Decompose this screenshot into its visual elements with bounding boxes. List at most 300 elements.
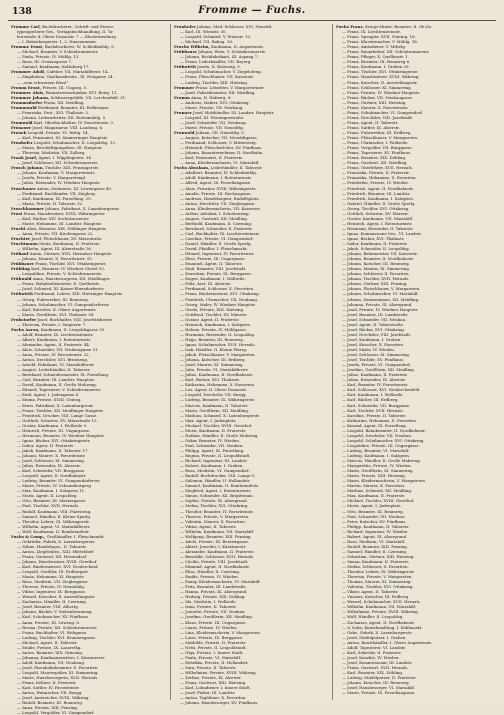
entry-text: — Johann, Schlosser, X. Favoriten. <box>342 271 410 277</box>
entry-text: — Anna, Private, III. Löweng. 8. <box>17 619 81 625</box>
entry-text: — Anton, Ziegeleibes., XIII. Hütteldorf. <box>17 548 95 554</box>
entry-text: — Anton, Hutmacher, VII. Burgg. <box>17 690 83 696</box>
entry-text: — Sebastian, Gärtner, XIII. Hietzing. <box>342 553 415 559</box>
entry-text: — Heinrich, Agent, I. Rotenturmstr. <box>342 220 413 226</box>
entry-text: Anton, Gärtner, XVII. Hernalser Hauptstr. <box>29 251 113 257</box>
entry-text: — Josef, Drechsler, VIII. Josefstadt. <box>342 331 412 337</box>
entry-text: — Johanna, Private, IX. Alsergrund. <box>342 301 413 307</box>
entry-text: — Franz, Kellner, II. Praterstr. <box>17 680 77 686</box>
entry-text: — Theodor, Lehrer, IX. Währingerstr. <box>17 518 90 524</box>
entry-text: — Leopold, Greißler, III. Erdbergstr. <box>17 569 89 575</box>
entry-text: — Elias, Händler, II. Czerning. <box>180 569 241 575</box>
entry-text: — Söhne, Handelsges., II. Taborstr. <box>17 543 87 549</box>
entry-text: — Viktor, Ingenieur, IX. Berggasse. <box>17 589 87 595</box>
entry-text: — Josefine, Greißlerin, XII. Meidling. <box>180 614 254 620</box>
entry-text: — Andreas, Hafner, XVI. Ottakring. <box>180 99 250 105</box>
entry-text: — Fritz, Beamter, III. Landstraße. <box>180 584 247 590</box>
entry-text: — Marie, Private, IV. Schaumburgerg. <box>17 483 93 489</box>
entry-text: — Gebr., Fabrik, X. Laxenburgerstr. <box>342 629 413 635</box>
entry-text: — Carl, Beamter, III. Landstr. Hauptstr. <box>17 377 95 383</box>
entry-name: Fronek <box>11 129 27 135</box>
entry-text: — Ferdinand, Buchbinder, VII. Zieglerg. <box>17 190 97 196</box>
entry-name: Frommer Adolf, <box>11 69 46 75</box>
entry-text: — Helene, Private, IV. Mühlgasse. <box>180 326 247 332</box>
entry-text: — Isidor, Agent, II. Praterstr. <box>17 442 75 448</box>
entry-text: — Josef, Kutscher, X. Favoriten. <box>342 341 405 347</box>
entry-text: — Isak, Händler, II. Kleine Pfarrg. <box>180 347 248 352</box>
entry-text: — Marie, Private, VII. Neubaug. <box>180 104 244 110</box>
entry-text: — Maria, Greißlerin, XII. Meidling. <box>180 407 250 413</box>
entry-text: — Josef, Maurer, XI. Simmering. <box>180 362 244 368</box>
entry-text: — Theresia, Private, I. Singerstr. 7. <box>17 321 87 327</box>
entry-text: — Franz, Fleischhauer, VII. Kaiserstr. <box>180 74 254 80</box>
entry-text: — Emilie, Private, IX. Lazarethg. <box>17 644 82 650</box>
column-2 <box>170 24 332 706</box>
entry-text: — Josef, Schlosser, XII. Schönbrunnerstr. <box>17 160 99 166</box>
entry-text: — August, Lederhändler, II. Taborstr. <box>17 367 91 373</box>
entry-text: — Karl, Schneider, VII. Burggasse. <box>342 402 411 408</box>
entry-text: — Franz, Tapezierer, XV. Fünfhaus. <box>342 150 412 156</box>
entry-text: — Valentin, Maurer, X. Favoriten. <box>180 518 246 524</box>
entry-text: — Cäcilie, Private, VIII. Josefstadt. <box>180 558 249 564</box>
entry-text: — Franz, Lederhändler, VII. Bayerg. <box>180 59 252 65</box>
entry-text: — Adalbert, Beamter, IV. Schleifmühlg. <box>180 170 258 176</box>
entry-text: — Hedwig, Private, XIX. Döbling. <box>180 594 246 600</box>
entry-text: — Leopoldine, Private, III. Ungargasse. <box>342 442 420 448</box>
entry-text: — Max, Kaufmann, II. Praterstr. <box>342 493 406 499</box>
entry-text: — Jakob, Kaufmann, II. Taborstr. 17. <box>17 447 89 453</box>
entry-text: — Maria, Private, II. Taborstr. 52. <box>17 200 84 206</box>
entry-text: Johann, Wien, V. Schönbrunnerstr. <box>198 49 266 55</box>
entry-text: — Julius, Kaufmann, II. Praterstr. <box>342 372 408 378</box>
entry-text: — Gottfried, Tischler, XV. Märzstr. <box>180 311 248 317</box>
entry-text: — Margarethe, Private, IV. Wieden. <box>342 463 412 469</box>
entry-text: — Franz, Hausbesitzer, XVIII. Währing. <box>342 74 420 80</box>
entry-text: — Rosina, Private, XII. Schönbrunnerstr. <box>17 624 98 630</box>
entry-text: — Anna, Kleidermacherin, VI. Mariahilf. <box>180 160 260 166</box>
entry-text: — Friedrich, Agent, II. Nordbahnstr. <box>342 185 414 191</box>
entry-name: Fromme Ernst, <box>11 44 44 50</box>
entry-text: — Leopold, Bahnbeamter, II. Nordbahnstr. <box>342 427 426 433</box>
entry-text: Anna, Hausbesorgerin, XII. Meidlinger. <box>32 276 111 282</box>
entry-text: — Johann, Zimmermann, XII. Meidling. <box>342 296 420 302</box>
entry-text: — Josef, Schneider, VII. Neubau. <box>342 316 407 322</box>
entry-text: — Franz, Private, IV. Wiedner Hauptstr. <box>342 89 421 95</box>
entry-text: — Mathilde, Private, II. Praterstr. <box>180 639 247 645</box>
entry-text: — Mathias, Schmied, XII. Meidling. <box>342 488 413 494</box>
entry-text: — Alois, Schneider, VII. Neubaugasse 31. <box>17 347 99 352</box>
entry-text: — Karl, Kaufmann, I. Wollzeile. <box>342 392 404 398</box>
entry-text: — Adolf, Tapezierer, VI. Landstr. <box>342 644 406 650</box>
entry-text: — Georg, Maler, IV. Wiedner Hauptstr. <box>180 301 256 307</box>
entry-text: — Ernestine, Private, IX. Berggasse. <box>180 271 252 277</box>
entry-text: — Josef, Schneider, VII. Neubaug. <box>180 119 247 125</box>
entry-name: Fuchs Abraham, <box>174 165 210 171</box>
entry-text: — Stefan, Tischler, XVI. Ottakring. <box>180 503 249 509</box>
entry-text: Josef, Fleischhauer, XV. Märzstraße. <box>31 235 103 241</box>
entry-text: — Daniel, Händler, II. Große Sperlg. <box>180 241 252 247</box>
entry-text: — Katharina, Hebamme, X. Favoriten. <box>342 417 418 423</box>
entry-text: — Franz, Tischler, XVI. Ottakringerstr. <box>342 69 419 75</box>
entry-text: — Franz, Kutscher, II. Ausstellungsstr. <box>342 79 418 85</box>
entry-text: — Maria, Greißlerin, XI. Simmering. <box>342 468 414 474</box>
entry-text: — Ludwig, Beamter, IX. Währingerstr. <box>180 397 255 403</box>
entry-text: Kriegs-Minist.-Beamter, II. Ob.Do. <box>365 24 433 29</box>
entry-text: — Johann, Schuhmacher, VI. Gumpendorferstr. <box>17 301 110 307</box>
entry-text: — Franz, Schlosser, XI. Simmering. <box>342 84 412 90</box>
entry-text: — Franz, Drechsler, VIII. Josefstadt. <box>342 114 414 120</box>
entry-text: — Marie, Private, VII. Neustiftg. <box>180 124 244 130</box>
entry-name: Frommwald <box>11 104 37 110</box>
entry-name: Frühwald <box>11 276 32 282</box>
entry-text: — Johann, Fleischhauer, V. Margareten. <box>342 286 421 292</box>
entry-text: Cafetier, VII. Mariahilferstr. 14. <box>46 69 109 75</box>
entry-text: — Franziska, Hebamme, X. Favoriten. <box>342 175 417 181</box>
entry-text: — Amalie, Private, III. Rochusgasse. <box>180 190 252 196</box>
entry-text: — Viktor, Agent, II. Taborstr. <box>342 589 399 595</box>
entry-text: — Wenzel, Kutscher, II. Ausstellungsstr. <box>17 594 96 600</box>
entry-text: — Franz, Pfleger, X. Quellenstr. 1. <box>342 54 409 60</box>
entry-text: — Leopold, Schmied, V. Wienstr. 10. <box>180 34 252 40</box>
entry-text: — Josef, Schmied, XI. Kaiser-Ebersdorferstr. <box>17 286 105 292</box>
entry-text: — Klara, Private, III. Ungargasse. <box>180 619 247 625</box>
entry-text: — Simon, Kaufmann, II. Praterstr. <box>342 558 410 564</box>
entry-text: Private, III. Ungarg. 5. <box>42 84 88 90</box>
entry-text: — Wilhelmine, Private, XVIII. Währing. <box>180 670 257 675</box>
entry-text: Franz, Tischler, XVI. Ottakringerstr. <box>35 261 107 267</box>
columns-container <box>8 24 496 715</box>
entry-text: — Johann, Maurer, XI. Simmering. <box>342 266 410 272</box>
entry-text: — Josef, Kanzlist, IV. Wieden. <box>342 654 400 660</box>
entry-text: — Theodor, Beamter, IV. Favoritenstr. <box>180 508 254 514</box>
entry-text: — Wolfgang, Beamter, XIII. Penzing. <box>180 533 252 539</box>
entry-text: — Karl, Sekretär, II. Praterstr. <box>342 649 402 655</box>
entry-text: — Ludwig, Beamter, VI. Mariahilf. <box>342 447 410 453</box>
entry-text: — Gottlieb, Schuster, XV. Märzstraße 12. <box>17 417 98 423</box>
column-1 <box>8 24 170 715</box>
entry-name: Frunwald <box>174 129 195 135</box>
entry-text: — Marie, Private, IX. Porzellangasse. <box>342 690 416 696</box>
entry-text: — Franz, Tischler, XII. Meidlinger Hauptstr. <box>17 407 104 413</box>
entry-text: — Arnold, Fabrikant, VI. Mariahilferstr. <box>17 362 95 368</box>
entry-text: — Franz, IX. Liechtensteinstr. <box>342 29 401 35</box>
entry-text: — Hermann, Reisender, II. Taborstr. <box>342 225 414 231</box>
entry-name: Fromme Carl, <box>11 24 41 29</box>
entry-text: Buchdruckerei, IV. Schleifmühlg. 9. <box>44 44 115 50</box>
entry-text: — Wolf, Händler, II. Leopoldsg. <box>342 614 404 620</box>
entry-text: — Johann, Kutscher, III. Erdberg. <box>180 357 246 363</box>
entry-text: — Josefa, Private, V. Margaretenpl. <box>17 175 87 181</box>
directory-entry <box>174 700 329 705</box>
entry-text: — Carl, Buchhalter, IX. Liechtensteinstr. <box>180 230 260 236</box>
entry-text: — Friedrich, Beamter, III. Landstr. <box>342 190 411 196</box>
entry-text: — Karl, Tischler, XVII. Hernals. <box>342 407 404 413</box>
entry-name: Fruchter <box>11 235 31 241</box>
entry-text: — Josef, Polizeibeamter, XII. Meidling. <box>180 89 256 95</box>
entry-text: — Philipp, Kaufmann, II. Taborstr. <box>342 523 410 529</box>
entry-text: — Caroline, Private, VI. Gumpendorf. <box>180 235 254 241</box>
entry-text: — Karl, Beamter, XIX. Döbling. <box>342 670 404 675</box>
entry-text: — Isidor, Kaufmann, II. Praterstr. <box>342 241 408 247</box>
page-number: 138 <box>12 6 32 17</box>
entry-text: — Julius, Reisender, IV. Wiedner Hauptstr. <box>17 180 101 186</box>
entry-text: — Heinrich, Private, III. Ungargasse. <box>17 427 91 433</box>
entry-name: Frommsdorfer <box>11 99 43 105</box>
entry-text: — Luise, Private, IX. Berggasse. <box>180 634 244 640</box>
entry-text: — Samuel, Kaufmann, Kalksburg 17. <box>17 64 90 70</box>
entry-text: — Josef, Hausbesorger, VI. Mariahilf. <box>342 685 416 691</box>
page-header <box>8 4 496 20</box>
entry-text: — Max, Kaufmann, I. Salzgries 11. <box>17 488 86 494</box>
entry-text: — Georg, Fuhrwerker, III. Rennweg. <box>17 296 90 302</box>
entry-text: — Johann, Beamter, II. Nordbahnstr. <box>342 256 414 262</box>
entry-text: — Berthold, Kaufmann, II. Czerning. <box>180 220 253 226</box>
entry-text: — Adolf, Kaufmann, I. Rotenturmstr. <box>180 175 252 181</box>
entry-name: Fuchs Aaron, <box>11 326 40 332</box>
entry-text: — Rudolf, Kaufmann, VIII. Piaristeng. <box>17 508 92 514</box>
directory-entry <box>11 710 167 715</box>
entry-text: — „zum schwarzen Rössl“. <box>17 79 70 85</box>
entry-text: — Marie, Kleidermacherin, V. Margareten. <box>342 478 427 484</box>
entry-text: — Gustav, Agent, II. Praterstr. <box>180 316 240 322</box>
entry-text: — Anna, Private, IV. Favoritenstr. 22. <box>17 352 90 358</box>
entry-text: — Edmund, Agent, II. Nordbahnstr. <box>180 564 250 570</box>
entry-text: Alois, Beamter, XIX. Döblinger Hauptstr. <box>26 225 107 231</box>
entry-text: — Josef, Stiefelputzer, I. Graben. <box>342 634 407 640</box>
entry-text: — Zerline, Private, IX. Alserstr. <box>180 675 242 681</box>
entry-text: — Martin, Maurer, X. Favoriten. <box>342 483 406 489</box>
entry-name: Fruhstorfer <box>11 316 37 322</box>
entry-text: — Thomas, Maurer, XI. Simmering. <box>342 579 412 585</box>
entry-text: — Sophie, Private, IX. Alsergrund. <box>180 498 248 504</box>
entry-text: Lederhändler, II. Taborstr. <box>210 165 263 171</box>
entry-text: — Maria, Hebamme, XI. Hauptstr. <box>17 574 85 580</box>
entry-text: — Franz, Bahnbediensteter, X. Quellenstr. <box>17 281 100 287</box>
entry-name: Fuchs & Comp., <box>11 533 46 539</box>
entry-text: Johann, Med.-Schlosser, XVI. Neustift. <box>197 24 273 29</box>
entry-text: — Josef, Agent, II. Taborstraße. <box>342 321 404 327</box>
entry-name: Fromwald <box>11 119 33 125</box>
entry-text: — Valentin, Tischler, XVI. Ottakring. <box>342 584 414 590</box>
entry-text: — Michael, Agent, II. Taborstr. <box>17 639 78 645</box>
entry-name: Frühauf <box>11 251 29 257</box>
entry-text: — Marie, Hebamme, III. Landstr. Hauptstr. <box>17 220 102 226</box>
entry-text: — Rosa, Modistin, VI. Gumpendorf. <box>180 468 250 474</box>
entry-text: typengießerei-Ges., Verlagsbuchhandlung, II. Ta- <box>17 29 114 35</box>
entry-text: — Theodor, Lehrer, IX. Währingerstr. <box>342 569 415 575</box>
entry-text: — Richard, Ingenieur, III. Landstr. <box>180 458 248 464</box>
entry-text: — Ernst, Fabrikant, X. Laxenburgerstr. <box>17 402 94 408</box>
entry-text: — Josef, Kaufmann, I. Graben. <box>342 336 402 342</box>
entry-text: — Franz, Schuhmacher, VI. Gumpendorf. <box>342 109 423 115</box>
entry-text: — Salomon, Händler, II. Hollandstr. <box>180 478 251 484</box>
header-rule <box>8 20 496 21</box>
entry-text: — Friedrich, Drucker, VIII. Lange Gasse. <box>17 412 98 418</box>
entry-text: — Leopold, Schuhmacher, V. Ziegelofeng. <box>180 69 262 75</box>
entry-text: — Wilhelm, Kaufmann, VII. Mariahilf. <box>342 604 417 610</box>
entry-text: Karl, Oberbuchhalter, IV. Favoritenstr. 3. <box>33 119 115 125</box>
entry-text: Leopold, Schuhmacher, II. Leopoldsg. 12. <box>34 140 117 146</box>
column-3 <box>332 24 494 700</box>
entry-text: — Anton, Kunsthändler, I. Obere Augartenstr. <box>342 639 432 645</box>
entry-text: — Wenzel, Schuhmacher, XVII. Hernals. <box>342 599 421 605</box>
entry-text: — Wilhelm, Kaufmann, VII. Mariahilf. <box>180 528 255 534</box>
entry-text: Johann, Fabrikant, X. Laxenburgerstr. <box>45 205 120 211</box>
entry-text: — Leopold, Drechsler, VII. Neubau. <box>342 432 412 438</box>
entry-text: — Paul, Schneider, VII. Neubau. <box>180 442 244 448</box>
entry-text: — Georg, Tischler, XVI. Ottakring. <box>342 205 410 211</box>
entry-text: — Franz, Amtsdiener, V. Mittelg. <box>342 44 407 50</box>
entry-text: — Johann, Bäcker, V. Siebenbrunneng. <box>17 609 93 615</box>
entry-text: — Josef, Fiaker, III. Landstr. <box>180 690 236 696</box>
entry-text: Franz, Hausbesitzer, XVIII. Währingerstr. <box>23 210 106 216</box>
entry-text: — Ida, Modistin, I. Wollzeile. <box>180 599 237 605</box>
entry-text: — Gustav, Kaufmann, VII. Mariahilf. <box>342 215 414 221</box>
entry-text: — Paul, Schneider, VII. Neubau. <box>342 513 406 519</box>
entry-text: — Franz, Uhrmacher, I. Wollzeile. <box>342 140 409 146</box>
entry-text: — Heinrich, Fleischselcher, XV. Fünfhaus. <box>180 145 263 151</box>
entry-text: — Therese, Private, IV. Heumühlg. <box>17 584 86 590</box>
entry-text: — Ferdinand, Schlosser, X. Favoriten. <box>180 286 255 292</box>
entry-text: Josefa, II. Rotenstg. 5. <box>197 64 242 70</box>
entry-text: — Viktor, Agent, II. Taborstr. <box>180 523 237 529</box>
entry-text: — Hermann, Beamter, IV. Wiedner Hauptstr. <box>17 432 105 438</box>
entry-text: — Leopold, Maurerpolier, XI. Simmering. <box>17 670 99 675</box>
entry-text: Kaufmann, II. Leopoldsgasse 35. <box>40 326 106 332</box>
entry-text: — Michael, Tischler, XVIII. Gersthof. <box>180 422 253 428</box>
entry-text: — Franz, Bauarbeiter, XII. Schönbrunnerstr. <box>342 49 430 55</box>
entry-text: — Franz, Fleischhauer, V. Margareten. <box>342 135 419 141</box>
entry-text: — Johann, Hausbesorger, XV. Fünfhaus. <box>180 700 259 706</box>
entry-text: — & Sohn, Kunsthandlung, I. Kohlmarkt. <box>342 624 423 630</box>
entry-text: Branntweinschänker, XVI. Reitg. 11. <box>45 89 118 95</box>
entry-text: — Johann, Maurer, X. Favoritenstr. <box>17 452 86 458</box>
entry-text: Josef, Magazineur, VIII. Laudong. 6. <box>32 124 104 130</box>
entry-text: — Rebekka, Private, II. Hollandstr. <box>180 659 249 665</box>
entry-text: — Eduard, Tapezierer, V. Schönbrunnerstr. <box>17 387 102 393</box>
entry-text: — Johann, Rockfabrikant, III. Aspang 7. <box>180 54 259 60</box>
entry-text: — Bernhard, Schneider, II. Praterstr. <box>180 225 253 231</box>
entry-name: Frühbauer <box>11 261 34 267</box>
entry-text: — Zacharias, Händler, II. Czerning. <box>17 599 87 605</box>
entry-text: — Albert, Juwelier, I. Kärntnerstr. <box>180 543 247 549</box>
entry-text: — Theresia, Private, V. Margareten. <box>342 574 413 580</box>
entry-text: — Franziska, Prot., XVI. Thaliastr. 3. <box>17 109 90 115</box>
entry-text: — Josefa, Private, VI. Gumpendorf. <box>342 362 411 368</box>
entry-text: — Ferdinand, Schlosser, V. Mittersteig. <box>180 140 257 146</box>
entry-text: — Karl, Lohndiener, I. Innere Stadt. <box>180 685 251 691</box>
entry-text: Josef, Holzhändler, III. Landstr. Hauptstr. <box>193 109 275 115</box>
entry-text: — August, Gastwirt, XII. Meidling. <box>180 215 248 221</box>
entry-text: — Therese, Private, V. Margareten. <box>180 513 250 519</box>
entry-text: — Wolf, Kaufmann, II. Rembrandtstr. <box>17 528 90 534</box>
entry-name: Frank Josef, <box>11 155 38 161</box>
entry-text: — David, Kaufmann, II. Große Mohreng. <box>17 382 97 388</box>
entry-text: — Zacharias, Agent, II. Nordbahnstr. <box>342 619 415 625</box>
entry-text: — Emilie, Private, IV. Wieden. <box>180 574 239 580</box>
entry-text: — Karl, Kutscher, II. Obere Augartenstr. <box>17 306 97 312</box>
entry-text: — Johann, Bauunternehmer, II. Nordbahn. <box>180 150 264 156</box>
entry-text: — Peter, Kutscher, XV. Fünfhaus. <box>342 518 407 524</box>
entry-text: — Vinzenz, Kutscher, III. Erdberg. <box>342 594 410 600</box>
entry-text: — Franz, Gärtner, XIII. Hietzing. <box>342 99 407 105</box>
entry-text: — Oskar, Beamter, IV. Wieden. <box>180 437 240 443</box>
entry-text: — Franz, Gastwirt, XII. Hetzendorf. <box>17 553 88 559</box>
entry-text: — Johann, Gärtner, XIII. Penzing. <box>342 281 408 287</box>
entry-text: — Anton, Beamter, XIX. Grinzing. <box>17 649 84 655</box>
entry-text: — Rudolf, Beamter, III. Rennweg. <box>17 700 84 706</box>
entry-text: — Irma, Private, II. Taborstr. <box>180 604 237 610</box>
entry-text: — Alfred, Agent, IX. Porzellangasse. <box>180 180 252 186</box>
entry-text: Leopold, Private, VI. Webg. 14. <box>27 129 89 135</box>
entry-name: Frommer Alois, <box>11 89 45 95</box>
entry-text: Ferdinand, Lehrer, XIII. Hietzinger Hauptstr. <box>34 291 123 297</box>
entry-text: Moriz, Kaufmann, II. Praterstr. <box>39 241 101 247</box>
entry-text: — Ignaz, Bäcker, XVI. Ottakringerstr. <box>17 437 91 443</box>
entry-text: — Josef, Private, IV. Wiedner Hauptstr. <box>342 306 419 312</box>
entry-text: — Marie, Hausbesorgerin, XVII. Hernals. <box>17 675 99 681</box>
entry-text: — Alexander, Agent, II. Praterstr. 44. <box>17 341 91 347</box>
entry-text: Großhändler, I. Fleischmarkt. <box>46 533 106 539</box>
entry-text: — Max, Agent, I. Judenplatz. <box>180 417 237 423</box>
entry-text: Ferdinand, Beamter, III. Erdbergstr. <box>37 104 110 110</box>
directory-entry <box>336 690 491 695</box>
entry-text: Franz, XII. Meidling. <box>43 99 85 105</box>
entry-text: — Friederike, Private, IV. Wieden. <box>342 180 409 186</box>
entry-text: — Emma, Private, XVIII. Gentzg. <box>17 397 82 403</box>
entry-text: — Ignaz, Kommissions-Ges., VI. Landstr. <box>342 230 422 236</box>
entry-text: — Anton, Drechsler, XVI. Brunneng. <box>17 357 89 363</box>
entry-name: Frucht <box>11 225 26 231</box>
entry-text: — Otto, Beamter, III. Marxergasse. <box>17 498 87 504</box>
entry-text: — Franz, Beamter, III. Rennweg 6. <box>342 59 411 65</box>
entry-text: — Benedikt, Schlosser, XVII. Hernals. <box>180 553 255 559</box>
entry-text: — Karl, Schlosser, XVI. Neulerchenfeld. <box>342 387 421 393</box>
entry-text: — Olga, Private, I. Innere Stadt. <box>180 649 244 655</box>
entry-text: — Karl, Bindermeister, XVI. Neulerchenf. <box>17 564 99 570</box>
entry-text: — Franz, Beamter, XIX. Döbling. <box>342 155 407 161</box>
entry-text: — Alexander, Kaufmann, II. Praterstr. <box>180 548 255 554</box>
entry-text: Buchdruckerei-, Schrift- und Stereo- <box>42 24 115 29</box>
entry-text: — Anna, Private, XIII. Penzing. <box>17 705 78 711</box>
entry-text: — Eduard, Ingenieur, IV. Favoritenstr. <box>180 251 255 257</box>
entry-text: — Karl, Bäcker, III. Erdberg. <box>342 397 399 403</box>
entry-text: — August, Kutscher, VII. Neustiftgasse. <box>180 135 258 141</box>
entry-text: Karl, Beamter, IV. Wiedner Gürtel 10. <box>31 266 105 272</box>
entry-text: Anna, II. Hafnerg. 8. <box>191 94 232 100</box>
entry-text: Tischler, XIII. Penzingerstr. <box>45 165 99 171</box>
entry-text: — Leopold, III. Wiesingerstraße. <box>180 114 245 120</box>
entry-text: — Katharina, Hebamme, X. Favoriten. <box>180 382 256 388</box>
entry-text: — Gebrüder, Fabrik, X. Laxenburgerstr. <box>17 538 96 544</box>
entry-text: — Julius, Reisender, IX. Alserstr. <box>342 377 406 383</box>
entry-text: Josef, Buchhalter, VIII. Josefstädterstr. <box>37 316 114 322</box>
entry-text: — Moriz, Agent, II. Leopoldsg. <box>17 493 78 499</box>
entry-text: — Maria, Greißlerin, XVI. Thaliastr. 58. <box>17 311 95 317</box>
entry-text: — Robert, Kaufmann, I. Graben. <box>180 463 244 469</box>
entry-text: — Eugen, Kaufmann, I. Wollzeile. <box>180 276 246 282</box>
entry-name: Frommer Johann, <box>11 94 50 100</box>
entry-text: borstraße 4, Obere Donaustr. 7 — Klosterneuburg <box>17 34 116 40</box>
entry-text: — Franz, Spengler, XVII. Pointng. 16. <box>342 34 416 40</box>
entry-text: Anton, Steinmetz, III. Löwengasse 40. <box>36 185 113 191</box>
entry-text: — Samuel, Kaufmann, II. Rembrandtstr. <box>180 483 259 489</box>
entry-text: — Franz, Kaufmann, I. Graben 29. <box>342 64 410 70</box>
entry-name: Fromm Ernst, <box>11 84 42 90</box>
entry-text: — Johann, Schuhmacher, VI. Mariahilf. <box>342 291 419 297</box>
entry-name: Frühwirth <box>174 64 196 70</box>
entry-text: — Franz, Fuhrwerker, III. Erdberg. <box>342 129 412 135</box>
